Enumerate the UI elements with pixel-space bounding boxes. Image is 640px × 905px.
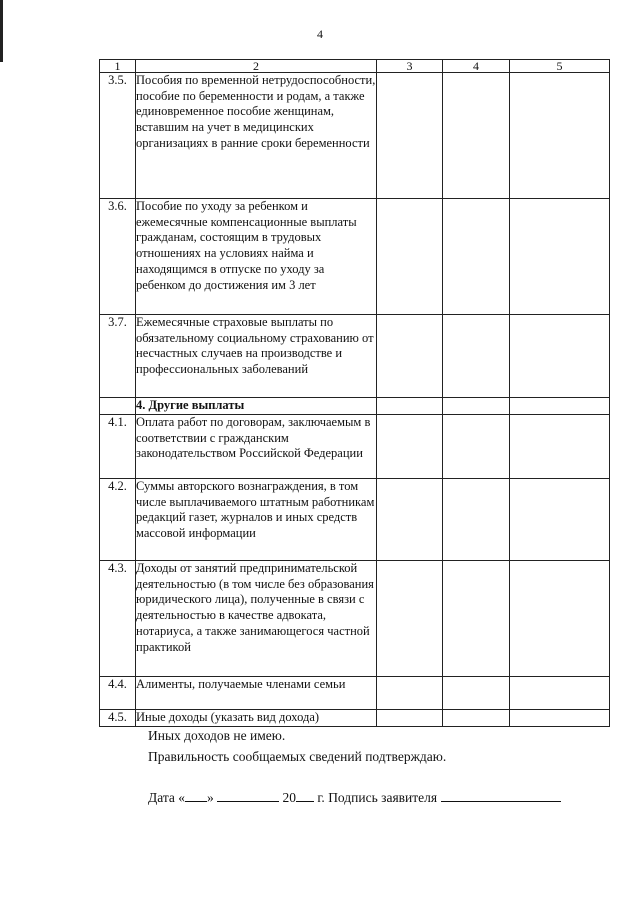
table-row [100, 199, 610, 315]
date-close-quote: » [207, 790, 214, 805]
signature-line [148, 789, 561, 806]
page-number: 4 [317, 27, 323, 41]
value-cell [510, 199, 610, 315]
value-cell [377, 199, 443, 315]
value-cell [443, 677, 510, 710]
confirmation-statement: Правильность сообщаемых сведений подтверждаю. [148, 749, 447, 764]
section-number-cell [100, 398, 136, 415]
value-cell [377, 561, 443, 677]
table-row [100, 415, 610, 479]
value-cell [510, 561, 610, 677]
year-prefix: 20 [282, 790, 297, 805]
value-cell [510, 73, 610, 199]
header-cell: 1 [100, 60, 136, 73]
income-table [99, 59, 610, 727]
value-cell [443, 479, 510, 561]
header-cell: 5 [510, 60, 610, 73]
header-cell: 4 [443, 60, 510, 73]
row-description: Алименты, получаемые членами семьи [136, 677, 377, 710]
table-row [100, 677, 610, 710]
table-row [100, 315, 610, 398]
value-cell [510, 479, 610, 561]
row-number: 4.3. [100, 561, 136, 677]
table-row [100, 73, 610, 199]
table-row [100, 479, 610, 561]
value-cell [443, 398, 510, 415]
row-number: 4.4. [100, 677, 136, 710]
year-blank [296, 789, 314, 802]
value-cell [443, 199, 510, 315]
table-row [100, 561, 610, 677]
row-number: 4.2. [100, 479, 136, 561]
row-description: Оплата работ по договорам, заключаемым в соответствии с гражданским законодательством Российской Федерации [136, 415, 377, 479]
day-blank [185, 789, 207, 802]
row-number: 3.5. [100, 73, 136, 199]
row-number: 4.1. [100, 415, 136, 479]
no-other-income-statement: Иных доходов не имею. [148, 728, 286, 743]
row-description: Иные доходы (указать вид дохода) [136, 710, 377, 727]
header-cell: 2 [136, 60, 377, 73]
row-description: Суммы авторского вознаграждения, в том числе выплачиваемого штатным работникам редакций газет, журналов и иных средств массовой информации [136, 479, 377, 561]
table-header-row [100, 60, 610, 73]
value-cell [443, 73, 510, 199]
header-cell: 3 [377, 60, 443, 73]
year-suffix: г. [317, 790, 325, 805]
row-description: Пособие по уходу за ребенком и ежемесячные компенсационные выплаты гражданам, состоящим в трудовых отношениях на условиях найма и находящимся в отпуске по уходу за ребенком до достижения им 3 лет [136, 199, 377, 315]
row-description: Доходы от занятий предпринимательской деятельностью (в том числе без образования юридического лица), полученные в связи с деятельностью в качестве адвоката, нотариуса, а также занимающегося частной практикой [136, 561, 377, 677]
value-cell [377, 479, 443, 561]
row-number: 3.7. [100, 315, 136, 398]
value-cell [443, 315, 510, 398]
row-description: Пособия по временной нетрудоспособности, пособие по беременности и родам, а также единовременное пособие женщинам, вставшим на учет в медицинских организациях в ранние сроки беременности [136, 73, 377, 199]
signature-blank [441, 789, 561, 802]
table-row [100, 710, 610, 727]
value-cell [443, 561, 510, 677]
value-cell [443, 415, 510, 479]
row-description: Ежемесячные страховые выплаты по обязательному социальному страхованию от несчастных случаев на производстве и профессиональных заболеваний [136, 315, 377, 398]
value-cell [510, 710, 610, 727]
row-number: 3.6. [100, 199, 136, 315]
value-cell [510, 398, 610, 415]
month-blank [217, 789, 279, 802]
signature-label: Подпись заявителя [328, 790, 438, 805]
row-number: 4.5. [100, 710, 136, 727]
value-cell [510, 315, 610, 398]
value-cell [377, 677, 443, 710]
value-cell [377, 398, 443, 415]
value-cell [443, 710, 510, 727]
value-cell [377, 315, 443, 398]
value-cell [377, 710, 443, 727]
value-cell [377, 415, 443, 479]
section-row [100, 398, 610, 415]
value-cell [510, 677, 610, 710]
value-cell [510, 415, 610, 479]
date-label: Дата « [148, 790, 186, 805]
section-heading: 4. Другие выплаты [136, 398, 377, 415]
value-cell [377, 73, 443, 199]
